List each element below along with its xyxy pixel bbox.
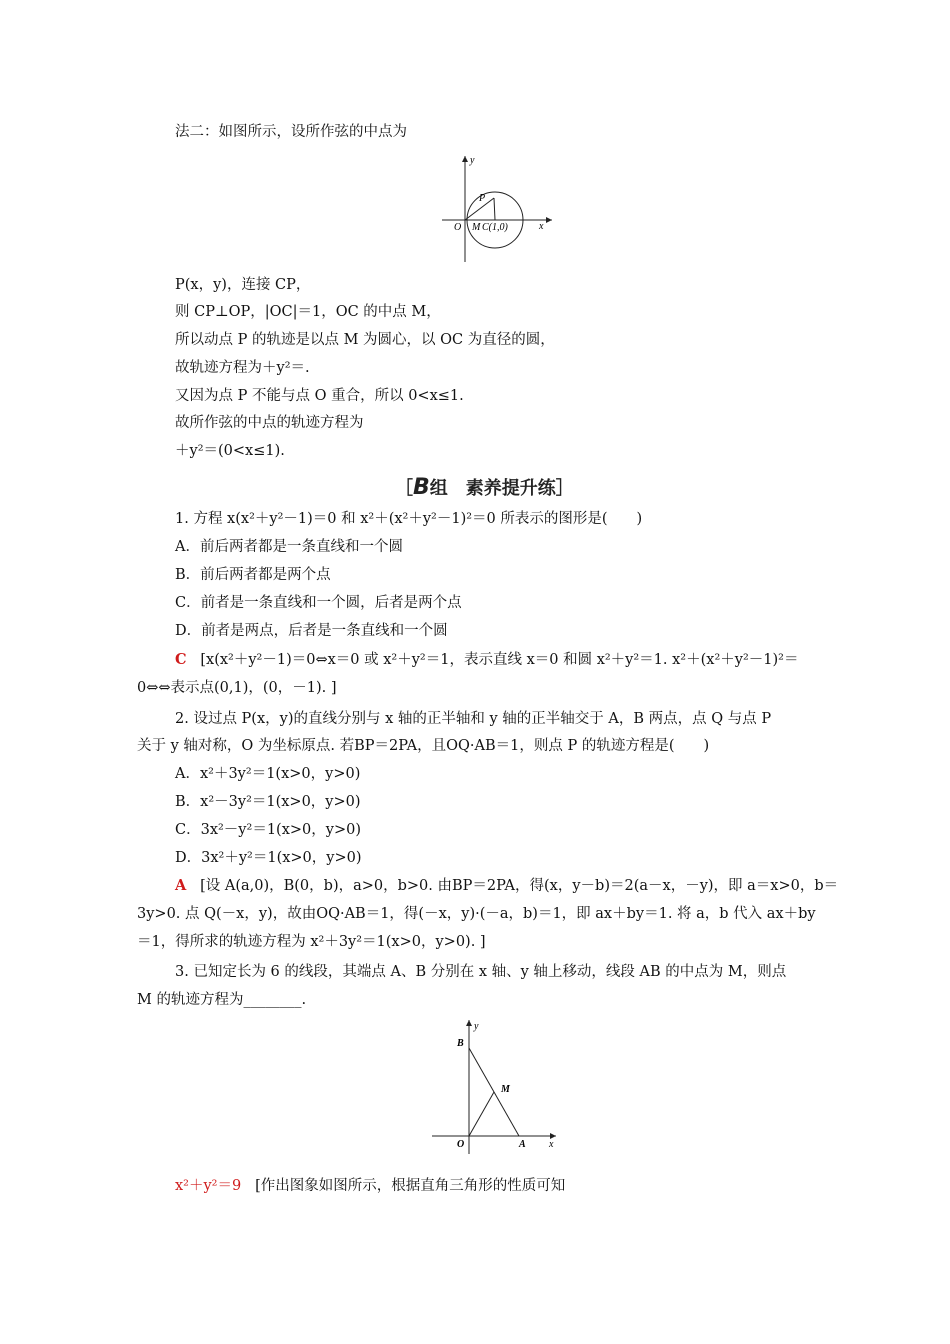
method2-line: 故轨迹方程为＋y²＝. bbox=[175, 360, 310, 376]
q1-option-a: A．前后两者都是一条直线和一个圆 bbox=[175, 539, 403, 555]
q1-option-c: C．前者是一条直线和一个圆，后者是两个点 bbox=[175, 595, 462, 611]
q1-answer: C bbox=[175, 651, 187, 668]
q3-stem-line2: M 的轨迹方程为________. bbox=[137, 992, 307, 1008]
section-bracket-left: ［ bbox=[395, 478, 413, 499]
origin-label: O bbox=[457, 1139, 465, 1150]
q2-stem-line1: 2. 设过点 P(x，y)的直线分别与 x 轴的正半轴和 y 轴的正半轴交于 A，B 两点，点 Q 与点 P bbox=[175, 711, 772, 727]
y-axis-label: y bbox=[470, 155, 475, 166]
segment-figure bbox=[428, 1016, 563, 1156]
section-letter: B bbox=[413, 475, 430, 500]
q1-explanation bbox=[175, 650, 798, 670]
method2-line: 又因为点 P 不能与点 O 重合，所以 0<x≤1. bbox=[175, 388, 464, 404]
x-axis-label: x bbox=[539, 221, 544, 232]
section-bracket-right: ］ bbox=[555, 478, 574, 499]
point-m-label: M bbox=[472, 222, 481, 233]
q3-stem-line1: 3. 已知定长为 6 的线段，其端点 A、B 分别在 x 轴、y 轴上移动，线段 AB 的中点为 M，则点 bbox=[175, 964, 787, 980]
q2-answer: A bbox=[175, 877, 187, 894]
q2-stem-line2: 关于 y 轴对称，O 为坐标原点. 若BP＝2PA，且OQ·AB＝1，则点 P 的轨迹方程是( ) bbox=[137, 738, 710, 754]
q2-explain-line1: [设 A(a,0)，B(0，b)，a>0，b>0. 由BP＝2PA，得(x，y－b)＝2(a－x，－y)，即 a＝x>0，b＝ bbox=[200, 878, 839, 894]
q1-option-d: D．前者是两点，后者是一条直线和一个圆 bbox=[175, 623, 448, 639]
q2-option-c: C．3x²－y²＝1(x>0，y>0) bbox=[175, 822, 361, 838]
q2-option-a: A．x²＋3y²＝1(x>0，y>0) bbox=[175, 766, 361, 782]
q3-answer: x²＋y²＝9 bbox=[175, 1178, 242, 1194]
method2-line: ＋y²＝(0<x≤1). bbox=[175, 443, 285, 459]
q1-explain-line1: [x(x²＋y²－1)＝0⇔x＝0 或 x²＋y²＝1，表示直线 x＝0 和圆 x²＋y²＝1. x²＋(x²＋y²－1)²＝ bbox=[200, 652, 799, 668]
point-c-label: C(1,0) bbox=[482, 222, 508, 233]
method2-line: 则 CP⊥OP，|OC|＝1，OC 的中点 M， bbox=[175, 304, 441, 320]
q1-option-b: B．前后两者都是两个点 bbox=[175, 567, 331, 583]
q2-explanation bbox=[175, 876, 838, 896]
q2-explain-line2: 3y>0. 点 Q(－x，y)，故由OQ·AB＝1，得(－x，y)·(－a，b)＝1，即 ax＋by＝1. 将 a，b 代入 ax＋by bbox=[137, 906, 816, 922]
q3-explain: [作出图象如图所示，根据直角三角形的性质可知 bbox=[255, 1178, 566, 1194]
q1-stem: 1. 方程 x(x²＋y²－1)＝0 和 x²＋(x²＋y²－1)²＝0 所表示的图形是( ) bbox=[175, 511, 643, 527]
y-axis-label: y bbox=[474, 1021, 479, 1032]
section-header bbox=[395, 474, 574, 500]
point-p-label: P bbox=[479, 193, 486, 204]
circle-figure bbox=[436, 150, 556, 265]
point-m-label: M bbox=[501, 1084, 510, 1095]
x-axis-label: x bbox=[549, 1139, 554, 1150]
method2-line: 所以动点 P 的轨迹是以点 M 为圆心，以 OC 为直径的圆， bbox=[175, 332, 555, 348]
q2-explain-line3: ＝1，得所求的轨迹方程为 x²＋3y²＝1(x>0，y>0). ] bbox=[137, 934, 486, 950]
q3-explanation bbox=[175, 1176, 565, 1196]
q1-explain-line2: 0⇔⇔表示点(0,1)，(0，－1). ] bbox=[137, 680, 337, 696]
origin-label: O bbox=[454, 222, 462, 233]
point-b-label: B bbox=[457, 1038, 464, 1049]
method2-line: P(x，y)，连接 CP， bbox=[175, 277, 311, 293]
q2-option-d: D．3x²＋y²＝1(x>0，y>0) bbox=[175, 850, 362, 866]
section-label: 组 素养提升练 bbox=[429, 478, 556, 499]
method2-line: 故所作弦的中点的轨迹方程为 bbox=[175, 415, 364, 431]
method2-intro: 法二：如图所示，设所作弦的中点为 bbox=[175, 124, 407, 140]
point-a-label: A bbox=[519, 1139, 526, 1150]
q2-option-b: B．x²－3y²＝1(x>0，y>0) bbox=[175, 794, 361, 810]
